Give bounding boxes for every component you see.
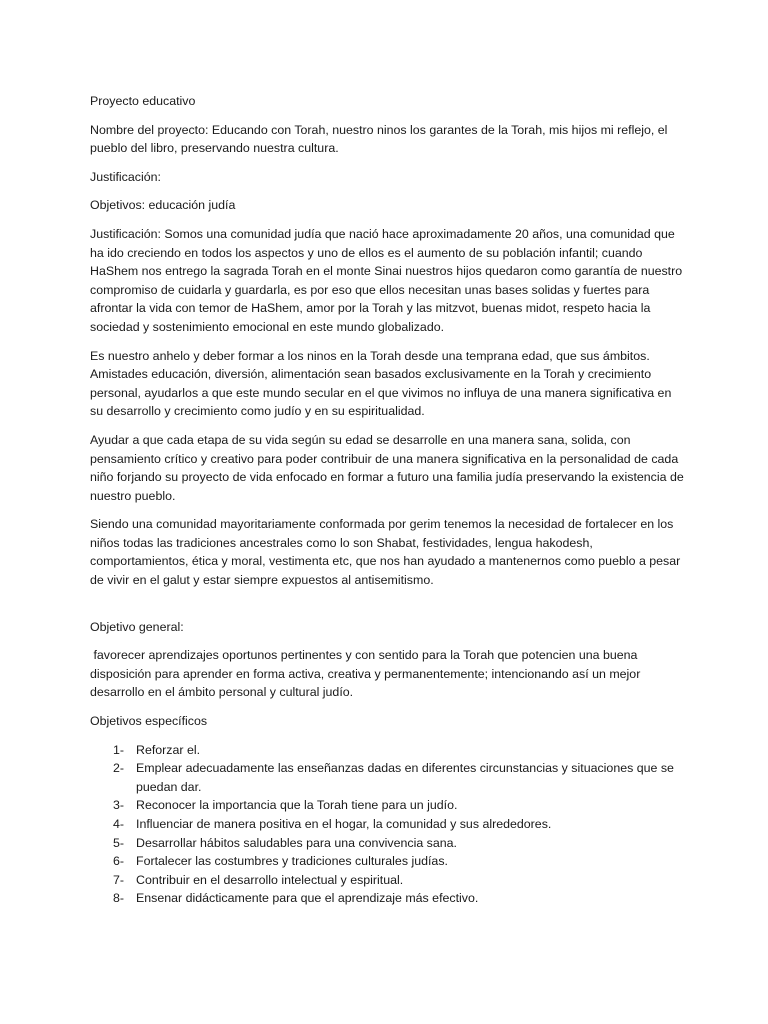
justification-heading: Justificación: — [90, 169, 161, 184]
list-item — [90, 889, 686, 908]
list-item-number: 5- — [113, 835, 125, 850]
list-item — [90, 741, 686, 760]
general-objective-text: favorecer aprendizajes oportunos pertinentes y con sentido para la Torah que potencien una buena disposición para aprender en forma activa, creativa y permanentemente; intencionando así un mejor desarrollo en el ámbito personal y cultural judío. — [90, 648, 644, 700]
development-paragraph: Ayudar a que cada etapa de su vida según su edad se desarrolle en una manera sana, solida, con pensamiento crítico y creativo para poder contribuir de una manera significativa en la personalidad de cada niño forjando su proyecto de vida enfocado en formar a futuro una familia judía preservando la existencia de nuestro pueblo. — [90, 432, 684, 503]
list-item-text: Reforzar el. — [136, 742, 201, 757]
justification-paragraph: Justificación: Somos una comunidad judía que nació hace aproximadamente 20 años, una comunidad que ha ido creciendo en todos los aspectos y uno de ellos es el aumento de su población infantil; cuando HaShem nos entrego la sagrada Torah en el monte Sinai nuestros hijos quedaron como garantía de nuestro compromiso de cuidarla y guardarla, es por eso que ellos necesitan unas bases solidas y fuertes para afrontar la vida con temor de HaShem, amor por la Torah y las mitzvot, buenas midot, respeto hacia la sociedad y sostenimiento emocional en este mundo globalizado. — [90, 226, 683, 334]
general-objective-heading: Objetivo general: — [90, 619, 184, 634]
community-paragraph: Siendo una comunidad mayoritariamente conformada por gerim tenemos la necesidad de fortalecer en los niños todas las tradiciones ancestrales como lo son Shabat, festividades, lengua hakodesh, comportamientos, ética y moral, vestimenta etc, que nos han ayudado a mantenernos como pueblo a pesar de vivir en el galut y estar siempre expuestos al antisemitismo. — [90, 517, 681, 588]
list-item-text: Fortalecer las costumbres y tradiciones culturales judías. — [136, 854, 448, 869]
list-item — [90, 815, 686, 834]
list-item-text: Desarrollar hábitos saludables para una convivencia sana. — [136, 835, 457, 850]
list-item-text: Emplear adecuadamente las enseñanzas dadas en diferentes circunstancias y situaciones que se puedan dar. — [136, 761, 674, 794]
list-item-number: 6- — [113, 854, 125, 869]
project-name: Nombre del proyecto: Educando con Torah, nuestro ninos los garantes de la Torah, mis hijos mi reflejo, el pueblo del libro, preservando nuestra cultura. — [90, 122, 668, 156]
list-item-number: 1- — [113, 742, 125, 757]
list-item-text: Influenciar de manera positiva en el hogar, la comunidad y sus alrededores. — [136, 817, 552, 831]
list-item-text: Ensenar didácticamente para que el aprendizaje más efectivo. — [136, 891, 479, 906]
objectives-line: Objetivos: educación judía — [90, 198, 236, 213]
list-item-text: Reconocer la importancia que la Torah tiene para un judío. — [136, 798, 458, 813]
list-item-text: Contribuir en el desarrollo intelectual y espiritual. — [136, 872, 404, 887]
list-item-number: 3- — [113, 798, 125, 813]
aspiration-paragraph: Es nuestro anhelo y deber formar a los ninos en la Torah desde una temprana edad, que sus ámbitos. Amistades educación, diversión, alimentación sean basados exclusivamente en la Torah y crecimiento personal, ayudarlos a que este mundo secular en el que vivimos no influya de una manera significativa en su desarrollo y crecimiento como judío y en su espiritualidad. — [90, 348, 672, 419]
list-item — [90, 834, 686, 853]
specific-objectives-heading: Objetivos específicos — [90, 714, 208, 729]
list-item-number: 7- — [113, 872, 125, 887]
section-spacer — [90, 600, 686, 618]
list-item-number: 4- — [113, 817, 125, 831]
specific-objectives-list — [90, 741, 686, 908]
list-item-number: 8- — [113, 891, 125, 906]
list-item — [90, 796, 686, 815]
list-item — [90, 871, 686, 890]
list-item — [90, 852, 686, 871]
list-item — [90, 759, 686, 796]
list-item-number: 2- — [113, 761, 125, 776]
document-title: Proyecto educativo — [90, 94, 196, 108]
document-page — [90, 92, 686, 908]
